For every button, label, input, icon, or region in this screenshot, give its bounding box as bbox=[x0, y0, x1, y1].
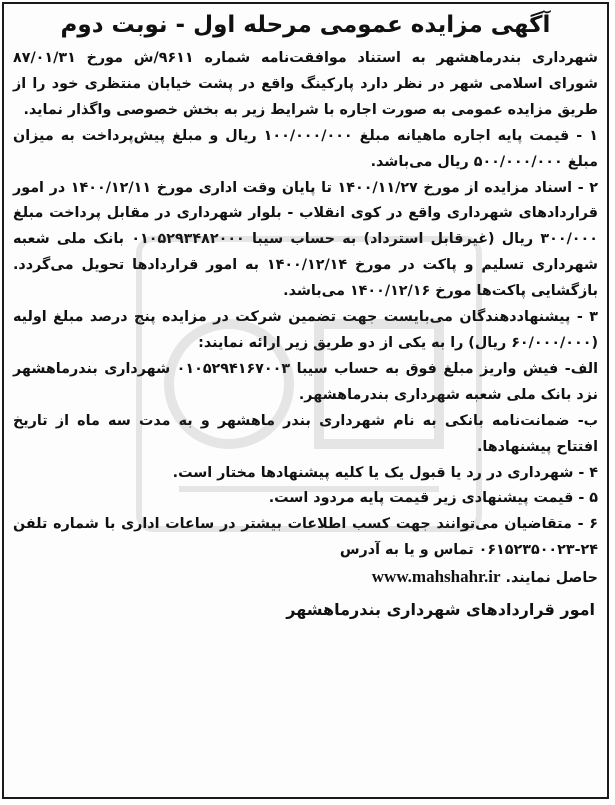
website-line bbox=[4, 564, 607, 592]
website-link[interactable]: www.mahshahr.ir bbox=[371, 567, 501, 587]
notice-body bbox=[4, 46, 607, 564]
notice-item-2: ۲ - اسناد مزایده از مورخ ۱۴۰۰/۱۱/۲۷ تا پایان وقت اداری مورخ ۱۴۰۰/۱۲/۱۱ در امور قراردادهای شهرداری واقع در کوی انقلاب - بلوار شهرداری در مقابل پرداخت مبلغ ۳۰۰/۰۰۰ ریال (غیرقابل استرداد) به حساب سیبا ۰۱۰۵۲۹۳۴۸۲۰۰۰ بانک ملی شعبه شهرداری تسلیم و پاکت در مورخ ۱۴۰۰/۱۲/۱۴ به امور قراردادها تحویل می‌گردد. بازگشایی پاکت‌ها مورخ ۱۴۰۰/۱۲/۱۶ می‌باشد. bbox=[13, 179, 599, 300]
notice-item-5: ۵ - قیمت پیشنهادی زیر قیمت پایه مردود است. bbox=[268, 490, 598, 507]
notice-item-3: ۳ - پیشنهاددهندگان می‌بایست جهت تضمین شرکت در مزایده پنج درصد مبلغ اولیه (۶۰/۰۰۰/۰۰۰ ریال) را به یکی از دو طریق زیر ارائه نمایند: bbox=[13, 309, 598, 351]
notice-item-3a: الف- فیش واریز مبلغ فوق به حساب سیبا ۰۱۰۵۲۹۴۱۶۷۰۰۳ شهرداری بندرماهشهر نزد بانک ملی شعبه شهرداری بندرماهشهر. bbox=[13, 360, 599, 403]
notice-intro: شهرداری بندرماهشهر به استناد موافقت‌نامه شماره ۹۶۱۱/ش مورخ ۸۷/۰۱/۳۱ شورای اسلامی شهر در نظر دارد پارکینگ واقع در پشت خیابان منتظری خود را از طریق مزایده عمومی به صورت اجاره با شرایط زیر به بخش خصوصی واگذار نماید. bbox=[13, 50, 598, 118]
notice-item-1: ۱ - قیمت پایه اجاره ماهیانه مبلغ ۱۰۰/۰۰۰/۰۰۰ ریال و مبلغ پیش‌پرداخت به میزان مبلغ ۵۰۰/۰۰۰/۰۰۰ ریال می‌باشد. bbox=[13, 127, 598, 170]
notice-frame bbox=[2, 2, 609, 799]
website-suffix: حاصل نمایند. bbox=[505, 570, 598, 587]
notice-item-3b: ب- ضمانت‌نامه بانکی به نام شهرداری بندر ماهشهر و به مدت سه ماه از تاریخ افتتاح پیشنهادها. bbox=[13, 412, 598, 455]
notice-item-4: ۴ - شهرداری در رد یا قبول یک یا کلیه پیشنهادها مختار است. bbox=[172, 464, 598, 481]
notice-title: آگهی مزایده عمومی مرحله اول - نوبت دوم bbox=[60, 12, 551, 38]
signature: امور قراردادهای شهرداری بندرماهشهر bbox=[286, 600, 595, 620]
notice-item-6: ۶ - متقاضیان می‌توانند جهت کسب اطلاعات بیشتر در ساعات اداری با شماره تلفن ۲۴-۰۶۱۵۲۳۵۰۰۲۳ تماس و یا به آدرس bbox=[13, 516, 598, 559]
